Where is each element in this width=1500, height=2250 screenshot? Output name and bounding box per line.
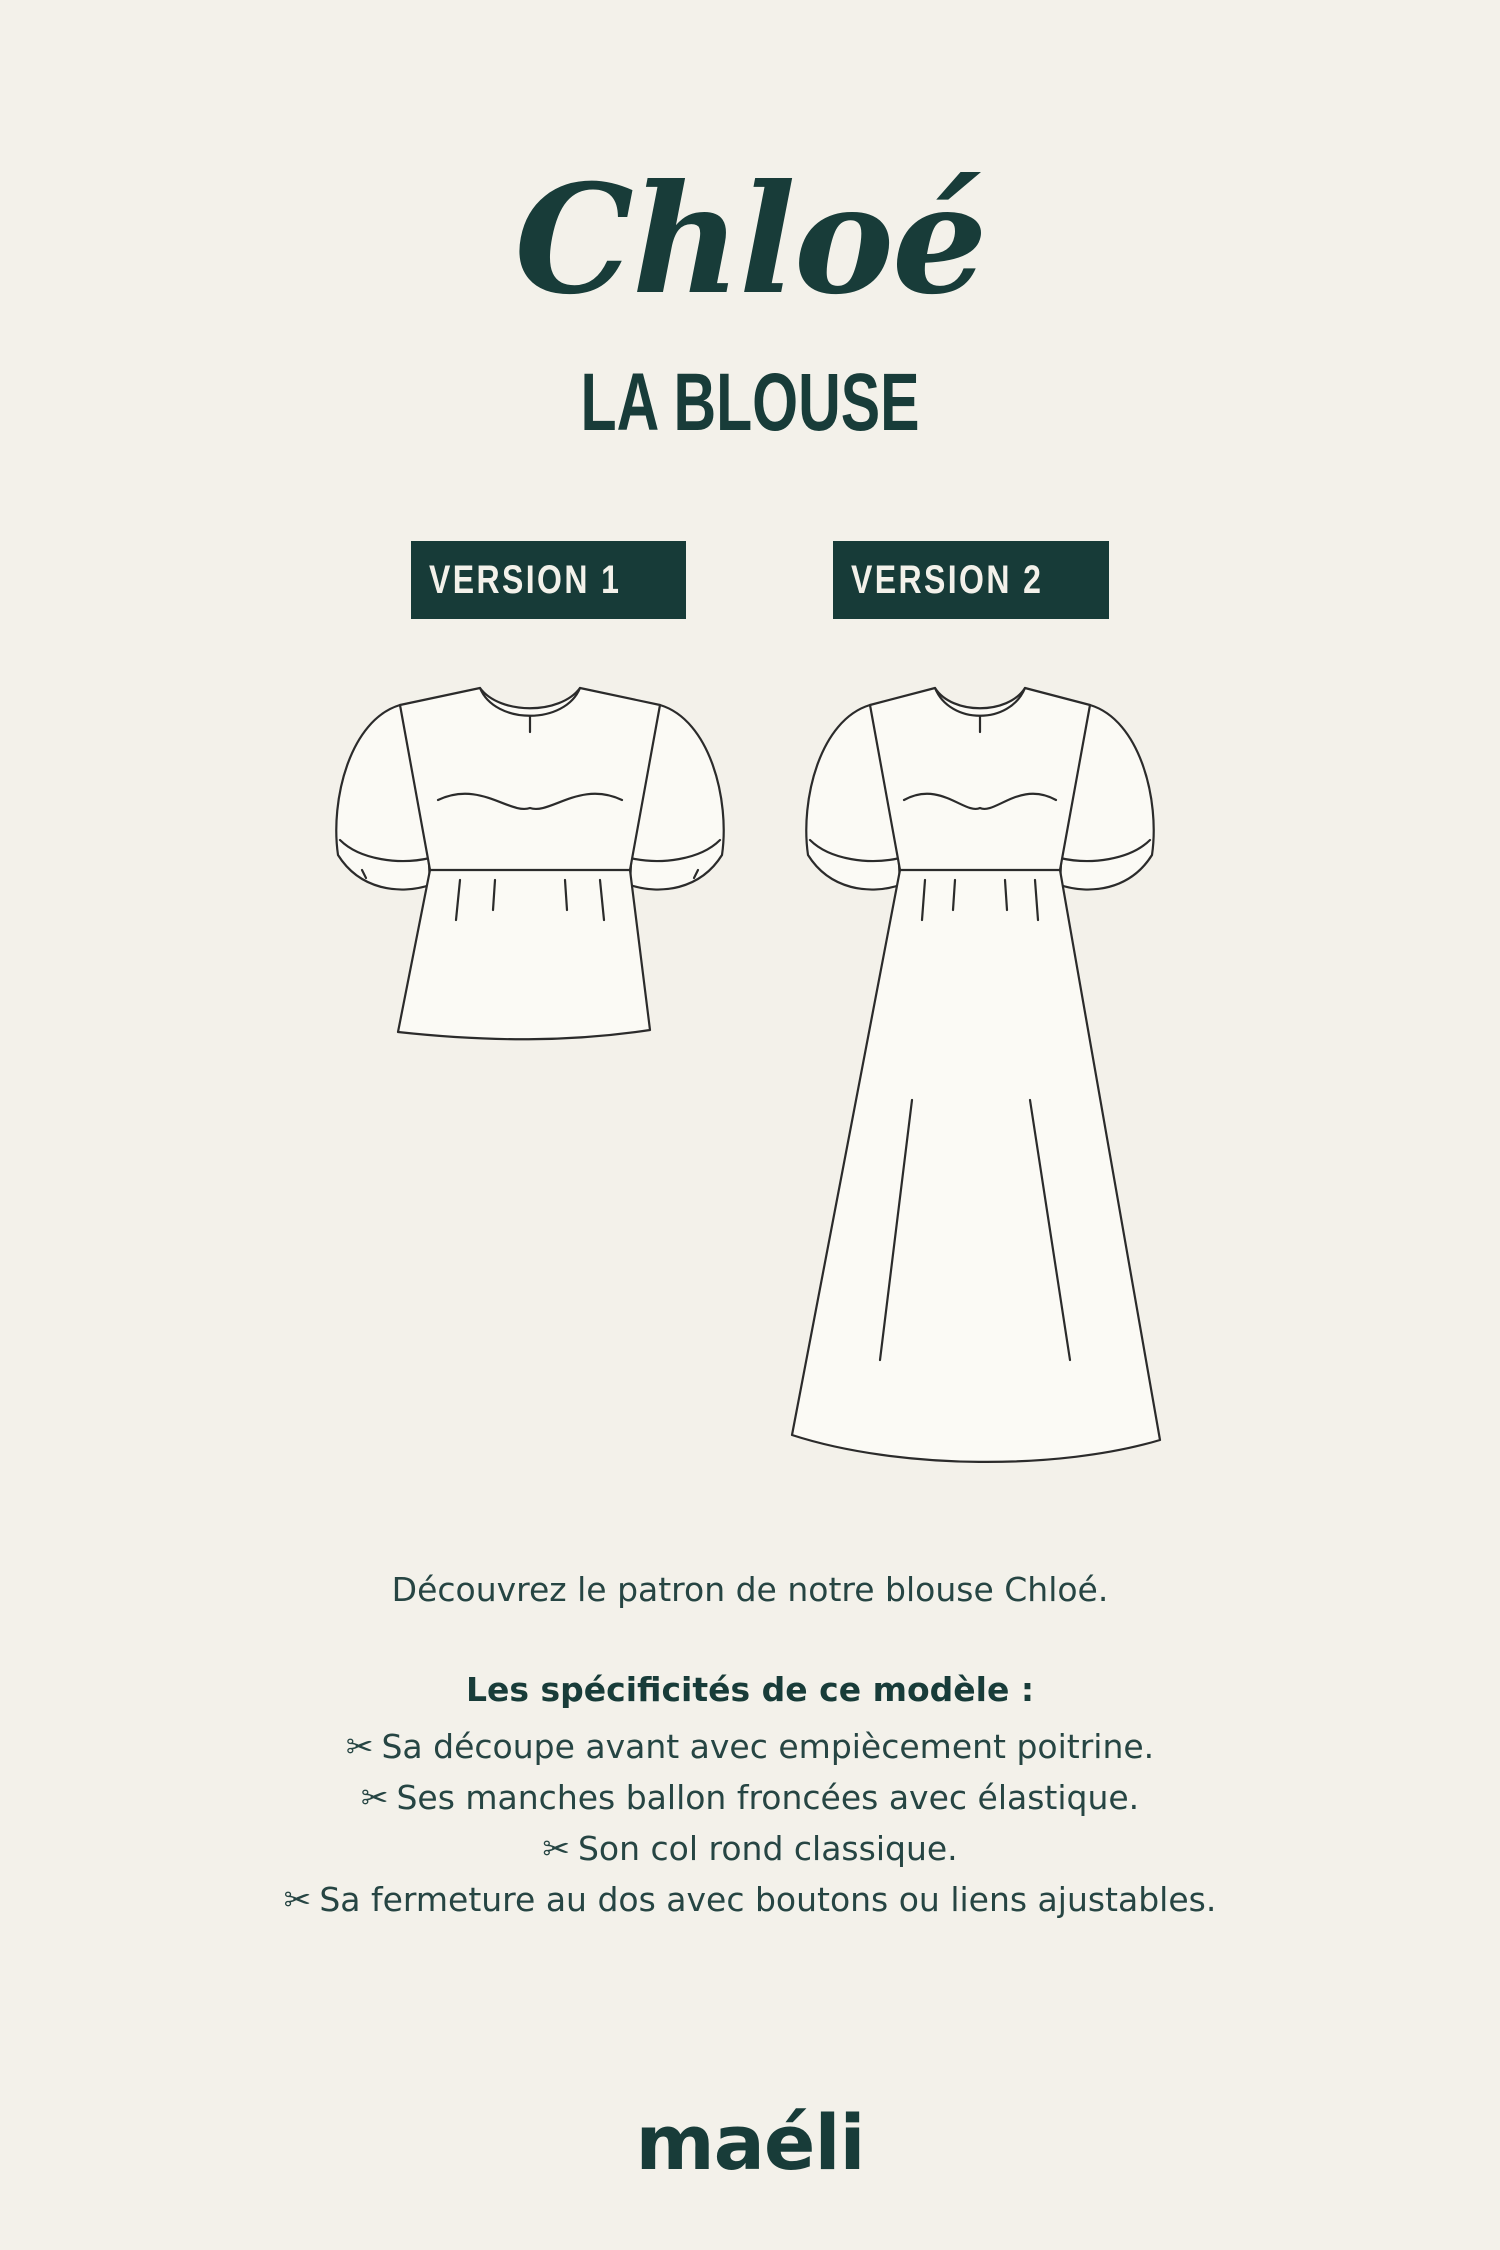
features-section — [0, 1670, 1500, 1925]
scissors-icon: ✂ — [283, 1880, 312, 1919]
pattern-subtitle: LA BLOUSE — [580, 357, 920, 448]
scissors-icon: ✂ — [345, 1727, 374, 1766]
feature-item: ✂ Sa fermeture au dos avec boutons ou liens ajustables. — [283, 1880, 1217, 1919]
features-heading: Les spécificités de ce modèle : — [465, 1670, 1035, 1709]
brand-logo: maéli — [635, 2098, 865, 2187]
scissors-icon: ✂ — [360, 1778, 389, 1817]
feature-item: ✂ Sa découpe avant avec empiècement poitrine. — [345, 1727, 1155, 1766]
version-2-badge — [833, 541, 1109, 619]
scissors-icon: ✂ — [542, 1829, 570, 1868]
feature-item: ✂ Son col rond classique. — [542, 1829, 958, 1868]
version-1-label: VERSION 1 — [429, 557, 622, 602]
dress-illustration — [780, 680, 1180, 1480]
pattern-intro: Découvrez le patron de notre blouse Chloé. — [391, 1570, 1109, 1609]
version-2-label: VERSION 2 — [851, 557, 1044, 602]
pattern-title: Chloé — [514, 152, 986, 328]
blouse-illustration — [330, 680, 730, 1050]
version-1-badge — [411, 541, 686, 619]
feature-item: ✂ Ses manches ballon froncées avec élastique. — [360, 1778, 1140, 1817]
